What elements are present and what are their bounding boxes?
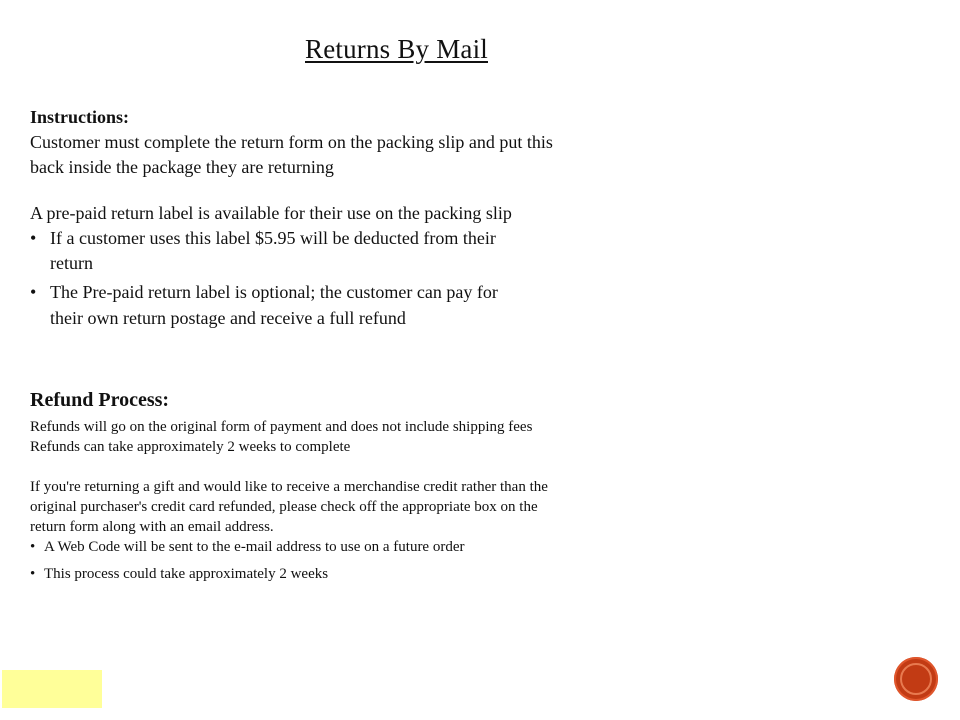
list-item bbox=[30, 564, 670, 584]
bullet-icon: • bbox=[30, 228, 37, 248]
bullet-line-2: return bbox=[50, 253, 93, 273]
bullet-text: This process could take approximately 2 weeks bbox=[44, 566, 329, 582]
refund-line-1: Refunds will go on the original form of payment and does not include shipping fees bbox=[30, 419, 533, 435]
instructions-line-2: back inside the package they are returning bbox=[30, 157, 334, 177]
gift-line-2: original purchaser's credit card refunded, please check off the appropriate box on the bbox=[30, 499, 538, 515]
bullet-icon: • bbox=[30, 566, 36, 582]
highlight-box bbox=[2, 670, 102, 708]
label-bullets bbox=[30, 226, 690, 332]
instructions-line-1: Customer must complete the return form on the packing slip and put this bbox=[30, 132, 553, 152]
spacer bbox=[30, 457, 810, 477]
bullet-text: A Web Code will be sent to the e-mail address to use on a future order bbox=[44, 539, 465, 555]
bullet-icon: • bbox=[30, 282, 37, 302]
gift-line-3: return form along with an email address. bbox=[30, 519, 274, 535]
list-item bbox=[30, 226, 690, 276]
bullet-line-1: The Pre-paid return label is optional; the customer can pay for bbox=[50, 282, 498, 302]
label-note: A pre-paid return label is available for their use on the packing slip bbox=[30, 203, 512, 223]
list-item bbox=[30, 537, 670, 557]
instructions-heading: Instructions: bbox=[30, 107, 130, 127]
bullet-line-2: their own return postage and receive a full refund bbox=[50, 308, 406, 328]
list-item bbox=[30, 280, 690, 332]
refund-heading: Refund Process: bbox=[30, 389, 170, 411]
refund-line-2: Refunds can take approximately 2 weeks to complete bbox=[30, 439, 351, 455]
gift-line-1: If you're returning a gift and would like to receive a merchandise credit rather than the bbox=[30, 479, 548, 495]
spacer bbox=[30, 180, 790, 201]
page-badge-icon bbox=[894, 657, 938, 701]
gift-bullets bbox=[30, 537, 670, 584]
bullet-icon: • bbox=[30, 539, 36, 555]
bullet-line-1: If a customer uses this label $5.95 will be deducted from their bbox=[50, 228, 496, 248]
refund-section bbox=[30, 386, 810, 584]
instructions-section bbox=[30, 104, 790, 332]
page-title: Returns By Mail bbox=[305, 34, 488, 64]
